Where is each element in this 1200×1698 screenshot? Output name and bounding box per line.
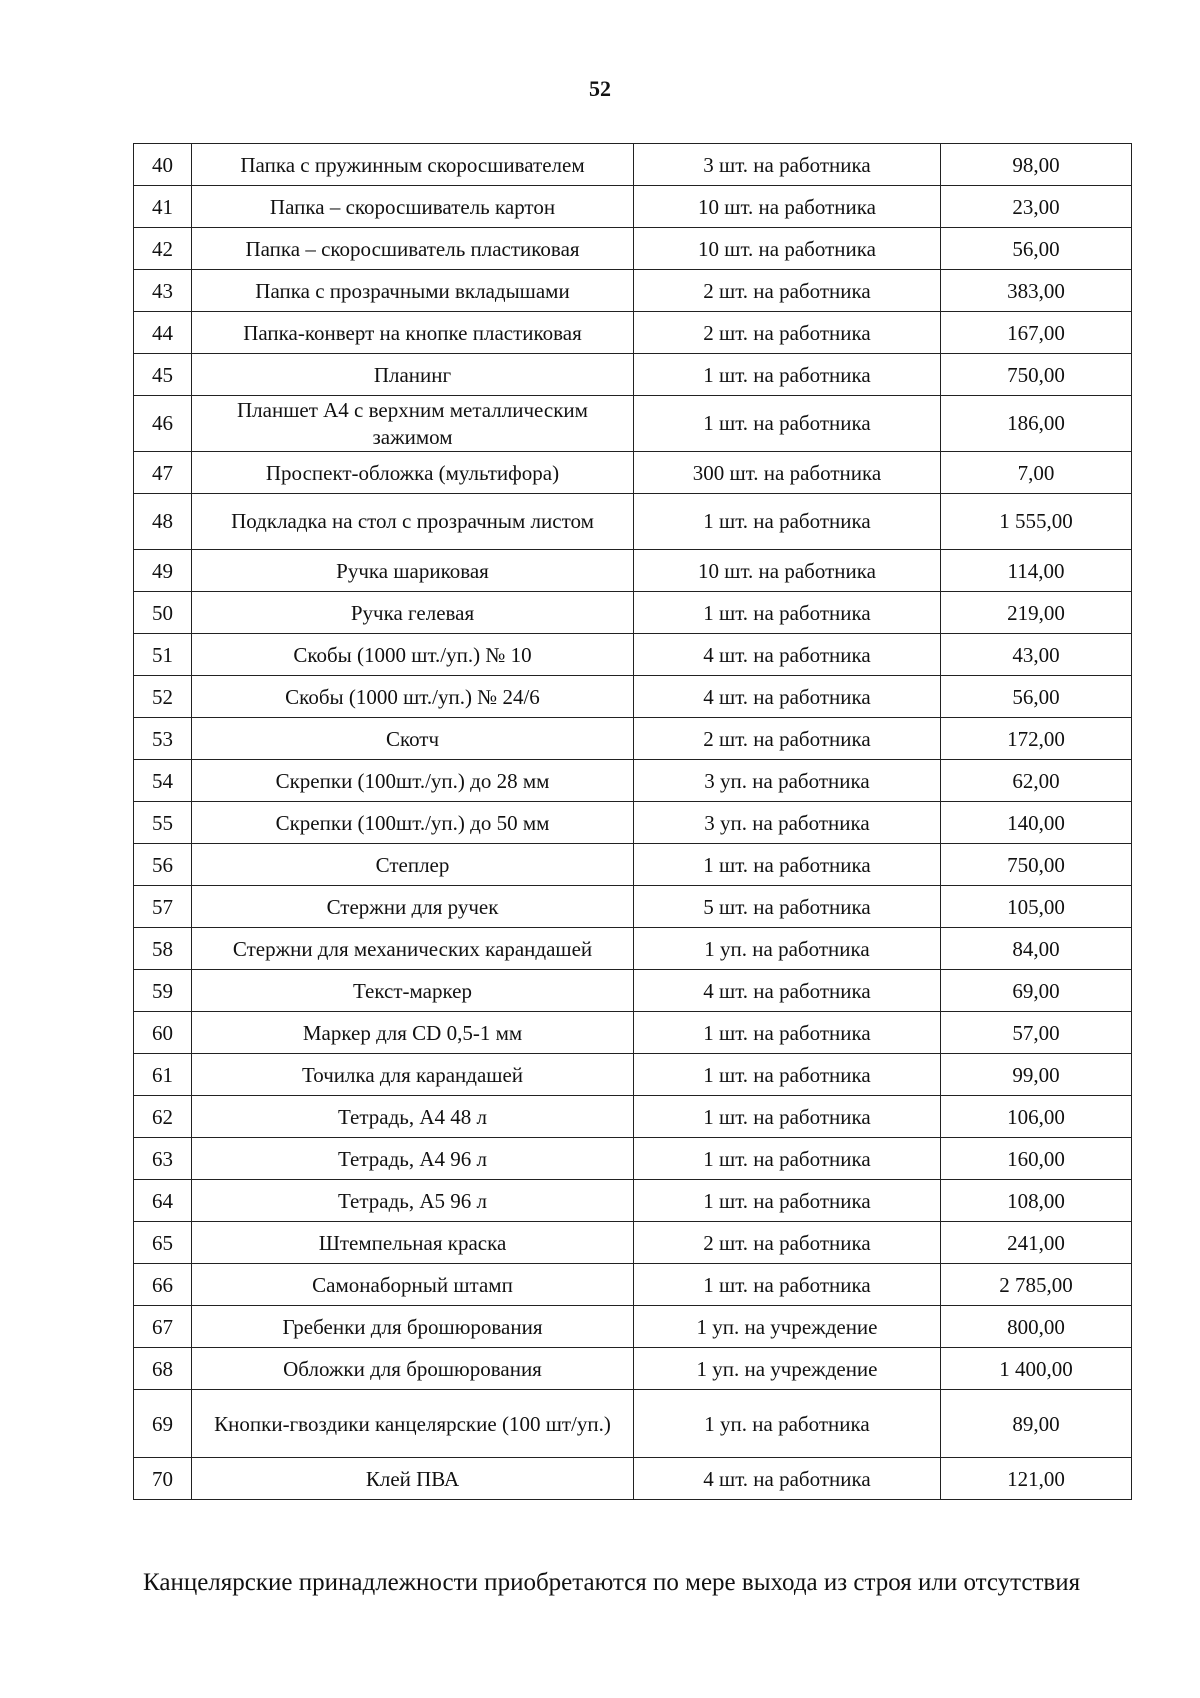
row-number: 56 xyxy=(134,844,192,886)
item-price: 62,00 xyxy=(941,760,1132,802)
item-price: 114,00 xyxy=(941,550,1132,592)
table-row xyxy=(134,676,1132,718)
item-price: 750,00 xyxy=(941,354,1132,396)
table-row xyxy=(134,1180,1132,1222)
item-norm: 1 шт. на работника xyxy=(634,1138,941,1180)
row-number: 60 xyxy=(134,1012,192,1054)
item-norm: 1 уп. на учреждение xyxy=(634,1348,941,1390)
table-row xyxy=(134,396,1132,452)
item-norm: 1 уп. на работника xyxy=(634,928,941,970)
row-number: 52 xyxy=(134,676,192,718)
item-price: 383,00 xyxy=(941,270,1132,312)
table-row xyxy=(134,928,1132,970)
item-name: Точилка для карандашей xyxy=(192,1054,634,1096)
item-name: Подкладка на стол с прозрачным листом xyxy=(192,494,634,550)
item-name: Самонаборный штамп xyxy=(192,1264,634,1306)
item-name: Стержни для ручек xyxy=(192,886,634,928)
item-norm: 5 шт. на работника xyxy=(634,886,941,928)
item-norm: 4 шт. на работника xyxy=(634,970,941,1012)
item-name: Папка – скоросшиватель пластиковая xyxy=(192,228,634,270)
table-row xyxy=(134,1264,1132,1306)
item-norm: 1 шт. на работника xyxy=(634,494,941,550)
row-number: 59 xyxy=(134,970,192,1012)
item-name: Скобы (1000 шт./уп.) № 24/6 xyxy=(192,676,634,718)
table-row xyxy=(134,634,1132,676)
row-number: 54 xyxy=(134,760,192,802)
item-norm: 3 уп. на работника xyxy=(634,760,941,802)
row-number: 44 xyxy=(134,312,192,354)
table-row xyxy=(134,1138,1132,1180)
row-number: 45 xyxy=(134,354,192,396)
item-norm: 1 шт. на работника xyxy=(634,592,941,634)
row-number: 48 xyxy=(134,494,192,550)
item-name: Папка-конверт на кнопке пластиковая xyxy=(192,312,634,354)
item-price: 7,00 xyxy=(941,452,1132,494)
item-price: 84,00 xyxy=(941,928,1132,970)
row-number: 40 xyxy=(134,144,192,186)
table-row xyxy=(134,1222,1132,1264)
row-number: 46 xyxy=(134,396,192,452)
item-price: 1 400,00 xyxy=(941,1348,1132,1390)
item-norm: 10 шт. на работника xyxy=(634,550,941,592)
item-price: 167,00 xyxy=(941,312,1132,354)
item-price: 186,00 xyxy=(941,396,1132,452)
item-price: 241,00 xyxy=(941,1222,1132,1264)
item-name: Обложки для брошюрования xyxy=(192,1348,634,1390)
table-row xyxy=(134,312,1132,354)
table-row xyxy=(134,1054,1132,1096)
item-price: 69,00 xyxy=(941,970,1132,1012)
table-row xyxy=(134,550,1132,592)
item-price: 140,00 xyxy=(941,802,1132,844)
item-name: Гребенки для брошюрования xyxy=(192,1306,634,1348)
item-name: Папка с прозрачными вкладышами xyxy=(192,270,634,312)
row-number: 62 xyxy=(134,1096,192,1138)
row-number: 58 xyxy=(134,928,192,970)
row-number: 53 xyxy=(134,718,192,760)
item-norm: 1 уп. на работника xyxy=(634,1390,941,1458)
row-number: 69 xyxy=(134,1390,192,1458)
item-norm: 2 шт. на работника xyxy=(634,1222,941,1264)
item-name: Штемпельная краска xyxy=(192,1222,634,1264)
item-price: 106,00 xyxy=(941,1096,1132,1138)
item-price: 750,00 xyxy=(941,844,1132,886)
item-name: Скрепки (100шт./уп.) до 50 мм xyxy=(192,802,634,844)
item-norm: 10 шт. на работника xyxy=(634,186,941,228)
item-norm: 1 шт. на работника xyxy=(634,1054,941,1096)
item-name: Скобы (1000 шт./уп.) № 10 xyxy=(192,634,634,676)
item-name: Маркер для CD 0,5-1 мм xyxy=(192,1012,634,1054)
table-row xyxy=(134,1348,1132,1390)
row-number: 61 xyxy=(134,1054,192,1096)
item-name: Клей ПВА xyxy=(192,1458,634,1500)
item-price: 56,00 xyxy=(941,676,1132,718)
item-norm: 3 шт. на работника xyxy=(634,144,941,186)
table-row xyxy=(134,186,1132,228)
table-row xyxy=(134,228,1132,270)
item-norm: 2 шт. на работника xyxy=(634,312,941,354)
row-number: 42 xyxy=(134,228,192,270)
table-row xyxy=(134,802,1132,844)
table-row xyxy=(134,886,1132,928)
item-price: 57,00 xyxy=(941,1012,1132,1054)
item-price: 160,00 xyxy=(941,1138,1132,1180)
item-norm: 1 шт. на работника xyxy=(634,1012,941,1054)
item-norm: 2 шт. на работника xyxy=(634,270,941,312)
item-name: Ручка гелевая xyxy=(192,592,634,634)
row-number: 57 xyxy=(134,886,192,928)
item-norm: 1 шт. на работника xyxy=(634,1096,941,1138)
row-number: 43 xyxy=(134,270,192,312)
item-name: Папка – скоросшиватель картон xyxy=(192,186,634,228)
item-norm: 1 шт. на работника xyxy=(634,1180,941,1222)
row-number: 63 xyxy=(134,1138,192,1180)
item-price: 89,00 xyxy=(941,1390,1132,1458)
item-norm: 1 шт. на работника xyxy=(634,1264,941,1306)
row-number: 47 xyxy=(134,452,192,494)
table-row xyxy=(134,760,1132,802)
row-number: 68 xyxy=(134,1348,192,1390)
row-number: 49 xyxy=(134,550,192,592)
item-name: Кнопки-гвоздики канцелярские (100 шт/уп.) xyxy=(192,1390,634,1458)
table-row xyxy=(134,1012,1132,1054)
item-price: 108,00 xyxy=(941,1180,1132,1222)
item-name: Ручка шариковая xyxy=(192,550,634,592)
item-price: 56,00 xyxy=(941,228,1132,270)
item-price: 105,00 xyxy=(941,886,1132,928)
item-norm: 1 шт. на работника xyxy=(634,844,941,886)
page-number: 52 xyxy=(589,76,611,101)
table-row xyxy=(134,1390,1132,1458)
item-price: 121,00 xyxy=(941,1458,1132,1500)
row-number: 55 xyxy=(134,802,192,844)
item-price: 43,00 xyxy=(941,634,1132,676)
table-row xyxy=(134,144,1132,186)
item-norm: 4 шт. на работника xyxy=(634,634,941,676)
table-row xyxy=(134,592,1132,634)
footnote: Канцелярские принадлежности приобретаются по мере выхода из строя или отсутствия xyxy=(143,1569,1081,1596)
item-norm: 10 шт. на работника xyxy=(634,228,941,270)
table-row xyxy=(134,1096,1132,1138)
row-number: 41 xyxy=(134,186,192,228)
row-number: 66 xyxy=(134,1264,192,1306)
item-norm: 4 шт. на работника xyxy=(634,1458,941,1500)
table-row xyxy=(134,844,1132,886)
item-price: 98,00 xyxy=(941,144,1132,186)
item-price: 99,00 xyxy=(941,1054,1132,1096)
item-name: Тетрадь, А5 96 л xyxy=(192,1180,634,1222)
item-price: 219,00 xyxy=(941,592,1132,634)
item-norm: 1 шт. на работника xyxy=(634,396,941,452)
item-name: Тетрадь, А4 96 л xyxy=(192,1138,634,1180)
table-row xyxy=(134,1458,1132,1500)
row-number: 50 xyxy=(134,592,192,634)
item-price: 1 555,00 xyxy=(941,494,1132,550)
table-row xyxy=(134,452,1132,494)
table-row xyxy=(134,354,1132,396)
table-row xyxy=(134,270,1132,312)
row-number: 70 xyxy=(134,1458,192,1500)
supplies-table xyxy=(133,143,1132,1500)
item-price: 23,00 xyxy=(941,186,1132,228)
item-name: Планинг xyxy=(192,354,634,396)
item-name: Скрепки (100шт./уп.) до 28 мм xyxy=(192,760,634,802)
item-name: Планшет А4 с верхним металлическим зажимом xyxy=(192,396,634,452)
row-number: 51 xyxy=(134,634,192,676)
table-row xyxy=(134,718,1132,760)
item-name: Проспект-обложка (мультифора) xyxy=(192,452,634,494)
item-name: Папка с пружинным скоросшивателем xyxy=(192,144,634,186)
item-price: 2 785,00 xyxy=(941,1264,1132,1306)
table-row xyxy=(134,970,1132,1012)
row-number: 64 xyxy=(134,1180,192,1222)
item-norm: 300 шт. на работника xyxy=(634,452,941,494)
item-price: 172,00 xyxy=(941,718,1132,760)
row-number: 65 xyxy=(134,1222,192,1264)
item-norm: 4 шт. на работника xyxy=(634,676,941,718)
table-row xyxy=(134,494,1132,550)
table-row xyxy=(134,1306,1132,1348)
item-price: 800,00 xyxy=(941,1306,1132,1348)
item-norm: 1 шт. на работника xyxy=(634,354,941,396)
row-number: 67 xyxy=(134,1306,192,1348)
item-name: Стержни для механических карандашей xyxy=(192,928,634,970)
item-name: Текст-маркер xyxy=(192,970,634,1012)
item-name: Степлер xyxy=(192,844,634,886)
item-norm: 1 уп. на учреждение xyxy=(634,1306,941,1348)
item-norm: 2 шт. на работника xyxy=(634,718,941,760)
item-norm: 3 уп. на работника xyxy=(634,802,941,844)
item-name: Тетрадь, А4 48 л xyxy=(192,1096,634,1138)
item-name: Скотч xyxy=(192,718,634,760)
